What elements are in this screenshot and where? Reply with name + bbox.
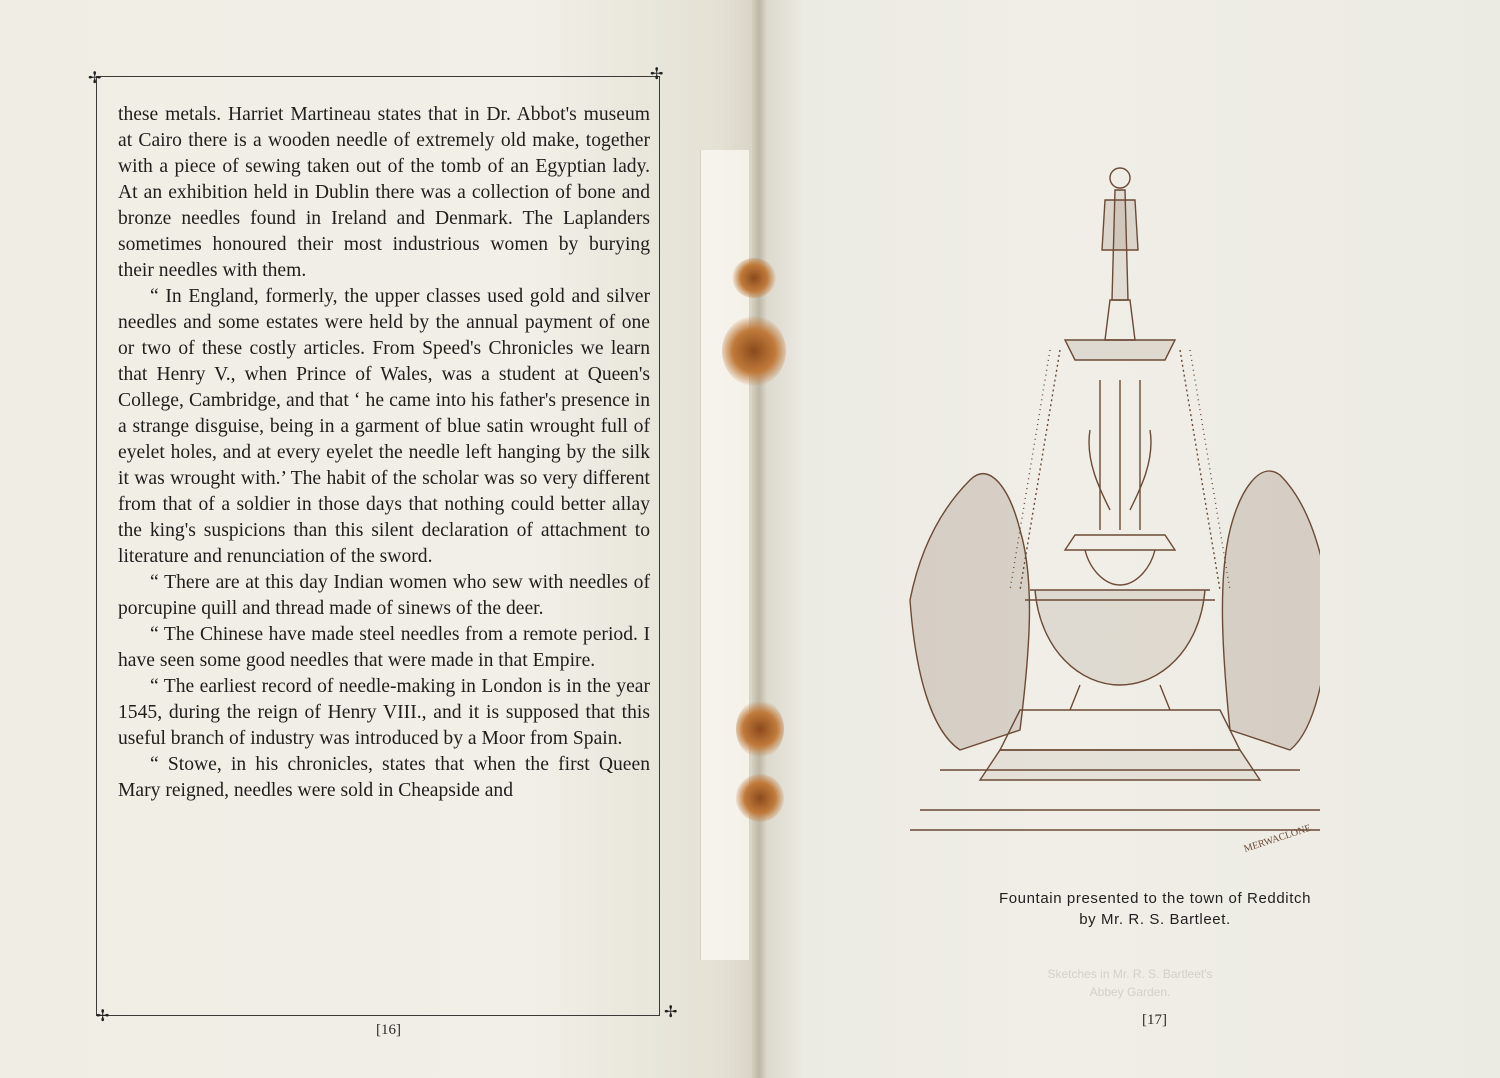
paragraph: “ The Chinese have made steel needles from a remote period. I have seen some good needles that were made in that Empire. bbox=[118, 624, 650, 671]
rust-stain bbox=[732, 258, 776, 298]
paragraph: “ In England, formerly, the upper classes used gold and silver needles and some estates were held by the annual payment of one or two of these costly articles. From Speed's Chronicles we learn that Henry V., when Prince of Wales, was a student at Queen's College, Cambridge, and that ‘ he came into his father's presence in a strange disguise, being in a garment of blue satin wrought full of eyelet holes, and at every eyelet the needle left hanging by the silk it was wrought with.’ The habit of the scholar was so very different from that of a soldier in those days that nothing could better allay the king's suspicions than this silent declaration of attachment to literature and renunciation of the sword. bbox=[118, 286, 650, 567]
corner-ornament-icon: ✢ bbox=[650, 64, 664, 83]
artist-signature: MERWACLONE bbox=[1242, 822, 1313, 855]
corner-ornament-icon: ✢ bbox=[88, 68, 102, 87]
rust-stain bbox=[722, 316, 786, 386]
page-number: [17] bbox=[1142, 1012, 1167, 1028]
paragraph: “ Stowe, in his chronicles, states that when the first Queen Mary reigned, needles were sold in Cheapside and bbox=[118, 754, 650, 801]
caption-line: Fountain presented to the town of Redditch bbox=[998, 890, 1312, 907]
rust-stain bbox=[736, 700, 784, 758]
rust-stain bbox=[736, 774, 784, 822]
corner-ornament-icon: ✢ bbox=[96, 1006, 110, 1025]
body-text bbox=[118, 102, 650, 804]
corner-ornament-icon: ✢ bbox=[664, 1002, 678, 1021]
paragraph: these metals. Harriet Martineau states that in Dr. Abbot's museum at Cairo there is a wooden needle of extremely old make, together with a piece of sewing taken out of the tomb of an Egyptian lady. At an exhibition held in Dublin there was a collection of bone and bronze needles found in Ireland and Denmark. The Laplanders sometimes honoured their most industrious women by burying their needles with them. bbox=[118, 104, 650, 281]
bleed-through-text: Sketches in Mr. R. S. Bartleet's Abbey Garden. bbox=[1047, 967, 1213, 999]
page-number: [16] bbox=[376, 1022, 401, 1038]
paragraph: “ There are at this day Indian women who sew with needles of porcupine quill and thread made of sinews of the deer. bbox=[118, 572, 650, 619]
book-gutter bbox=[752, 0, 766, 1078]
paragraph: “ The earliest record of needle-making in London is in the year 1545, during the reign of Henry VIII., and it is supposed that this useful branch of industry was introduced by a Moor from Spain. bbox=[118, 676, 650, 749]
caption-line: by Mr. R. S. Bartleet. bbox=[1079, 911, 1231, 928]
fountain-illustration bbox=[900, 130, 1320, 870]
figure-caption bbox=[920, 888, 1390, 930]
